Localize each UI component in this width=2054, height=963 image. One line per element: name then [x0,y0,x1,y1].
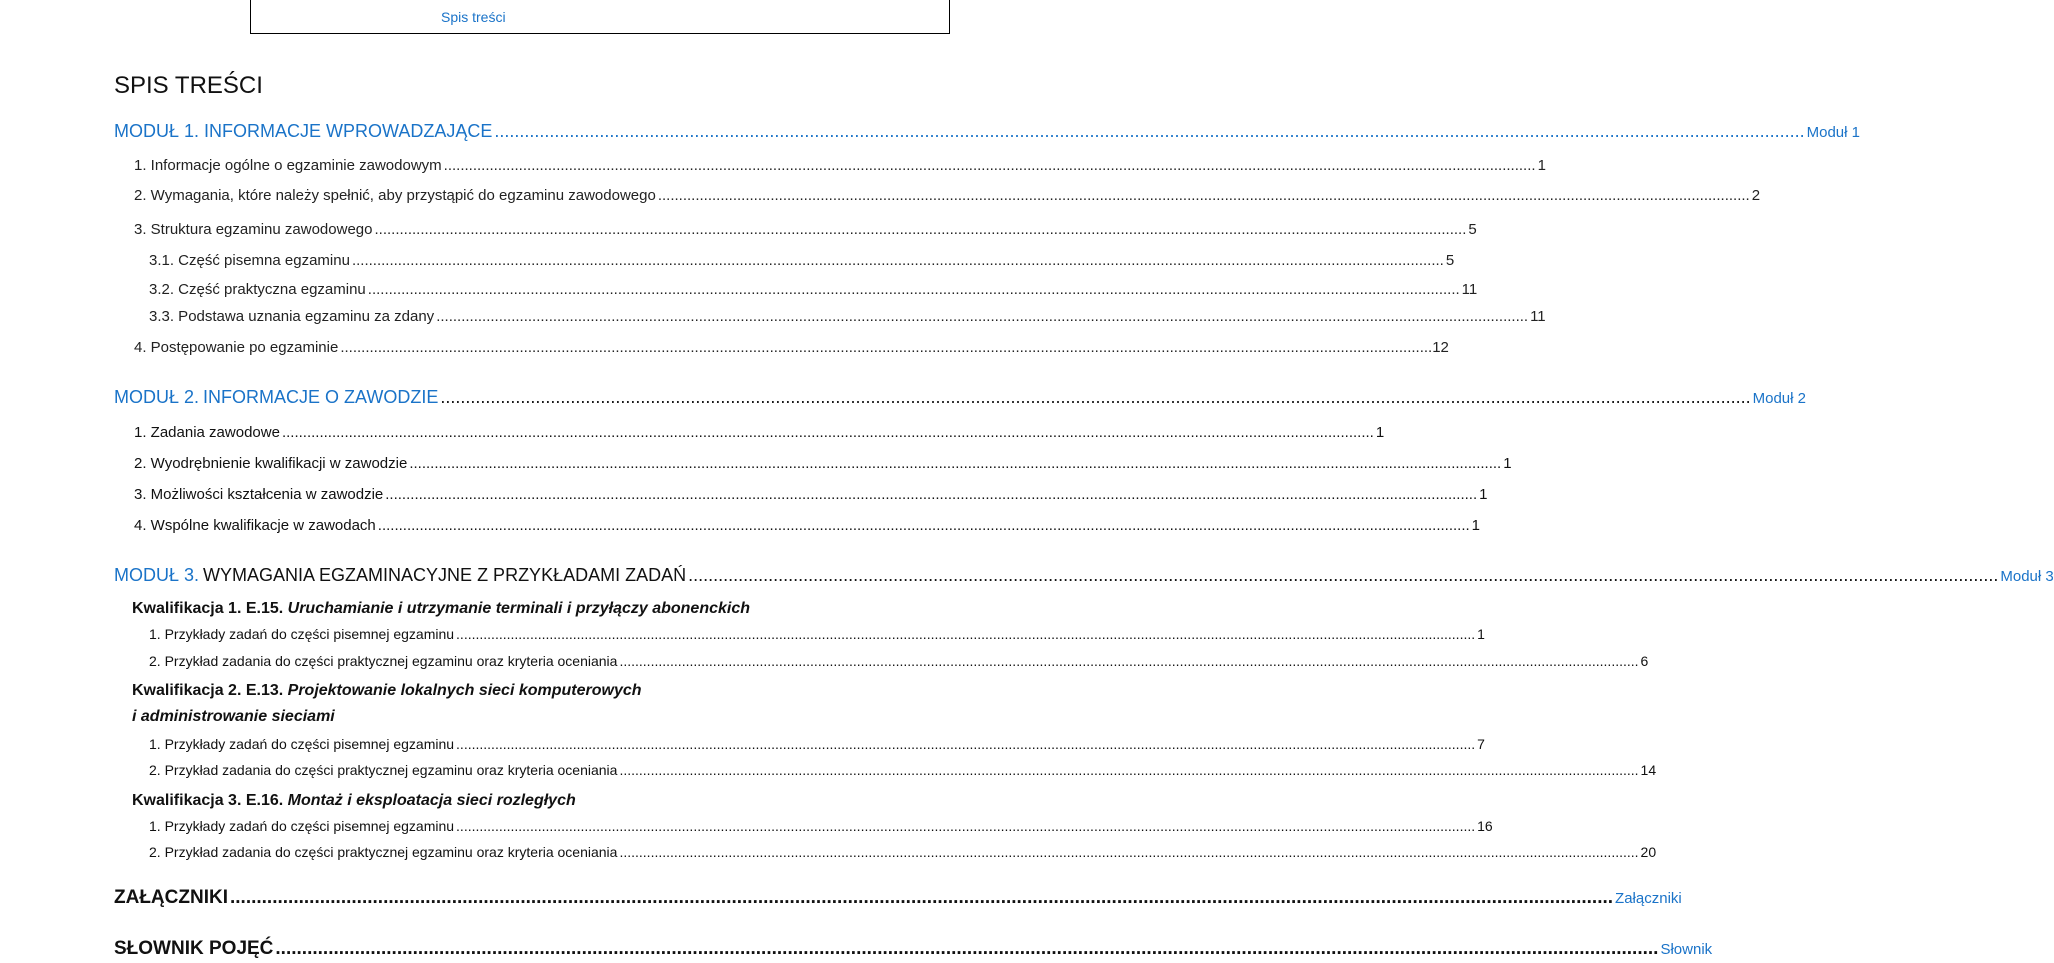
module-2-page: Moduł 2 [1752,390,1806,407]
module-3-heading: WYMAGANIA EGZAMINACYJNE Z PRZYKŁADAMI ZADAŃ [203,565,687,585]
leader-dots: ...................................................................................................................................................................................................................................................................... [275,938,1659,959]
leader-dots: ...................................................................................................................................................................................................................................................................... [436,308,1529,325]
toc-entry-page: 12 [1432,339,1449,356]
qualification-name-cont: i administrowanie sieciami [132,708,335,725]
leader-dots: ...................................................................................................................................................................................................................................................................... [281,424,1374,441]
toc-entry-page: 7 [1477,736,1485,752]
toc-entry-label: 3.1. Część pisemna egzaminu [149,252,350,269]
toc-module-1[interactable] [114,121,1860,142]
toc-entry-page: 2 [1751,187,1761,204]
toc-entry[interactable] [134,157,1546,174]
toc-entry-label: 2. Wyodrębnienie kwalifikacji w zawodzie [134,455,408,472]
toc-entry-label: 2. Przykład zadania do części praktycznej egzaminu oraz kryteria oceniania [149,762,618,778]
leader-dots: ...................................................................................................................................................................................................................................................................... [377,517,1470,534]
leader-dots: ...................................................................................................................................................................................................................................................................... [367,281,1460,298]
leader-dots: ...................................................................................................................................................................................................................................................................... [494,121,1805,141]
toc-entry-label: 3.3. Podstawa uznania egzaminu za zdany [149,308,435,325]
toc-entry[interactable] [134,221,1477,238]
toc-entry-page: 14 [1640,762,1657,778]
qualification-label: Kwalifikacja 2. E.13. [132,682,288,699]
qualification-label: Kwalifikacja 1. E.15. [132,600,288,617]
toc-entry-label: 3.2. Część praktyczna egzaminu [149,281,366,298]
toc-entry-page: 5 [1445,252,1455,269]
toc-entry-page: 1 [1479,486,1488,503]
leader-dots: ...................................................................................................................................................................................................................................................................... [456,818,1476,834]
toc-entry-label: 4. Postępowanie po egzaminie [134,339,339,356]
module-2-heading: INFORMACJE O ZAWODZIE [203,387,439,407]
annexes-label: ZAŁĄCZNIKI [114,887,228,908]
toc-entry-label: 3. Możliwości kształcenia w zawodzie [134,486,384,503]
leader-dots: ...................................................................................................................................................................................................................................................................... [619,844,1639,860]
toc-entry[interactable] [134,424,1385,441]
toc-entry[interactable] [134,455,1512,472]
toc-entry-page: 6 [1640,653,1649,669]
qualification-3-heading[interactable] [132,792,576,810]
toc-entry[interactable] [149,653,1649,669]
toc-entry[interactable] [149,308,1546,325]
toc-annexes[interactable] [114,887,1682,909]
toc-entry[interactable] [149,818,1493,834]
qualification-2-heading-cont [132,708,335,726]
toc-entry-page: 5 [1468,221,1477,238]
leader-dots: ...................................................................................................................................................................................................................................................................... [456,736,1476,752]
toc-glossary[interactable] [114,938,1713,960]
leader-dots: ...................................................................................................................................................................................................................................................................... [456,626,1476,642]
toc-entry-page: 1 [1471,517,1481,534]
toc-entry-label: 3. Struktura egzaminu zawodowego [134,221,373,238]
leader-dots: ...................................................................................................................................................................................................................................................................... [688,565,1999,585]
toc-entry-label: 1. Przykłady zadań do części pisemnej egzaminu [149,736,455,752]
toc-entry-label: 2. Przykład zadania do części praktycznej egzaminu oraz kryteria oceniania [149,653,618,669]
page-title: SPIS TREŚCI [114,72,263,99]
toc-entry[interactable] [149,844,1657,860]
toc-entry[interactable] [149,252,1455,269]
toc-entry[interactable] [149,736,1485,752]
qualification-name: Montaż i eksploatacja sieci rozległych [287,792,576,809]
toc-entry-page: 20 [1640,844,1657,860]
glossary-page: Słownik [1660,941,1713,958]
qualification-2-heading[interactable] [132,682,642,700]
toc-entry-page: 1 [1537,157,1546,174]
toc-entry[interactable] [134,486,1488,503]
toc-entry-page: 1 [1375,424,1385,441]
toc-entry[interactable] [134,339,1449,356]
toc-module-2[interactable] [114,387,1806,408]
toc-entry-page: 1 [1503,455,1512,472]
toc-entry-label: 1. Zadania zawodowe [134,424,280,441]
annexes-page: Załączniki [1615,890,1682,907]
toc-entry[interactable] [134,517,1481,534]
toc-entry-page: 11 [1530,308,1546,325]
toc-entry[interactable] [134,187,1761,204]
toc-entry[interactable] [149,762,1657,778]
leader-dots: ...................................................................................................................................................................................................................................................................... [657,187,1750,204]
toc-module-3[interactable] [114,565,2054,586]
running-header: Spis treści [441,9,506,25]
toc-entry-page: 1 [1477,626,1485,642]
leader-dots: ...................................................................................................................................................................................................................................................................... [374,221,1467,238]
toc-entry-label: 2. Przykład zadania do części praktycznej egzaminu oraz kryteria oceniania [149,844,618,860]
leader-dots: ...................................................................................................................................................................................................................................................................... [340,339,1433,356]
toc-entry-label: 1. Przykłady zadań do części pisemnej egzaminu [149,626,455,642]
leader-dots: ...................................................................................................................................................................................................................................................................... [385,486,1478,503]
module-2-number: MODUŁ 2. [114,387,200,407]
glossary-label: SŁOWNIK POJĘĆ [114,938,274,959]
leader-dots: ...................................................................................................................................................................................................................................................................... [351,252,1444,269]
header-frame [250,0,950,34]
toc-entry-page: 16 [1477,818,1493,834]
leader-dots: ...................................................................................................................................................................................................................................................................... [619,653,1639,669]
toc-entry-label: 4. Wspólne kwalifikacje w zawodach [134,517,376,534]
toc-entry[interactable] [149,626,1485,642]
module-1-heading: MODUŁ 1. INFORMACJE WPROWADZAJĄCE [114,121,493,141]
module-1-page: Moduł 1 [1806,124,1860,141]
qualification-label: Kwalifikacja 3. E.16. [132,792,288,809]
leader-dots: ...................................................................................................................................................................................................................................................................... [229,887,1614,908]
toc-entry-label: 2. Wymagania, które należy spełnić, aby przystąpić do egzaminu zawodowego [134,187,656,204]
module-3-number: MODUŁ 3. [114,565,200,585]
toc-entry-label: 1. Przykłady zadań do części pisemnej egzaminu [149,818,455,834]
module-3-page: Moduł 3 [2000,568,2054,585]
leader-dots: ...................................................................................................................................................................................................................................................................... [440,387,1751,407]
qualification-name: Uruchamianie i utrzymanie terminali i przyłączy abonenckich [287,600,751,617]
toc-entry[interactable] [149,281,1478,298]
leader-dots: ...................................................................................................................................................................................................................................................................... [409,455,1502,472]
qualification-name: Projektowanie lokalnych sieci komputerowych [287,682,642,699]
qualification-1-heading[interactable] [132,600,750,618]
leader-dots: ...................................................................................................................................................................................................................................................................... [443,157,1536,174]
leader-dots: ...................................................................................................................................................................................................................................................................... [619,762,1639,778]
toc-entry-page: 11 [1461,281,1478,298]
toc-entry-label: 1. Informacje ogólne o egzaminie zawodowym [134,157,442,174]
